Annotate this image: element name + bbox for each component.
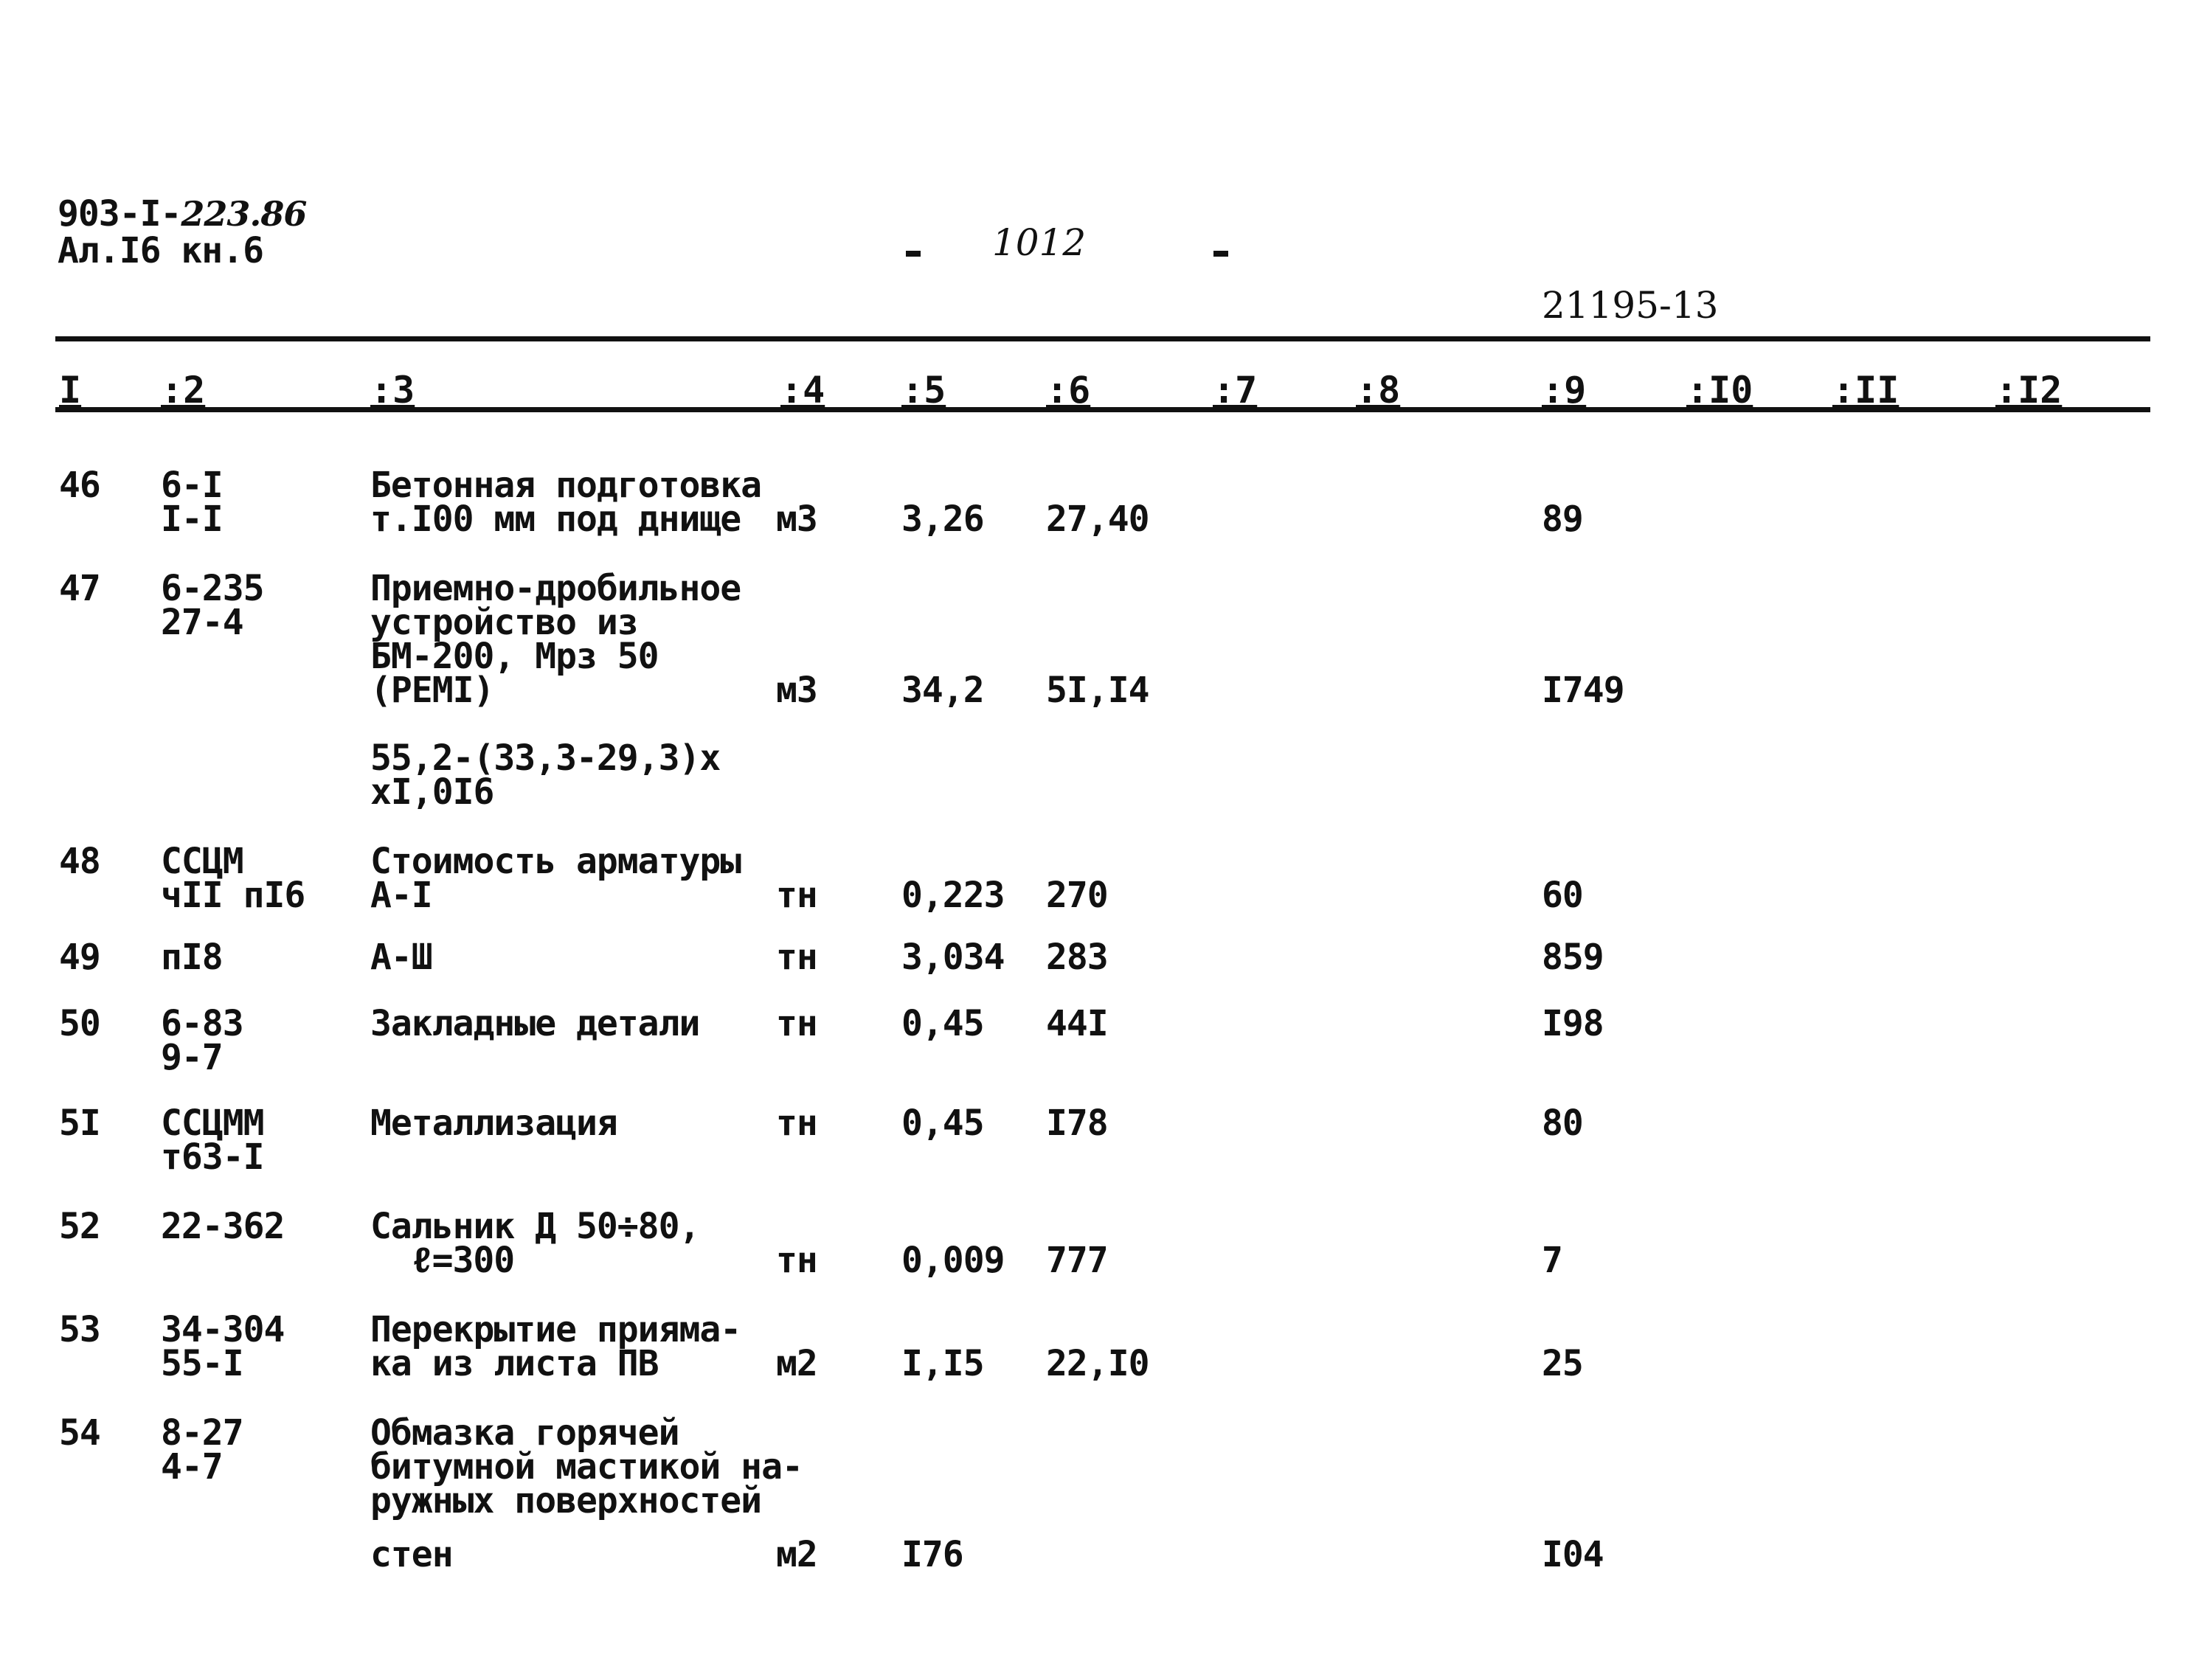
unit-of-measure: м3 [776, 499, 817, 540]
column-header-2: :2 [161, 369, 206, 412]
work-description: Приемно-дробильное устройство из БМ-200, Мрз 50 (РЕМI) [370, 568, 741, 711]
column-header-11: :II [1832, 369, 1900, 412]
work-description: 55,2-(33,3-29,3)х хI,0I6 [370, 737, 721, 813]
column-header-1: I [59, 369, 82, 412]
unit-of-measure: тн [776, 1240, 817, 1281]
unit-price: 283 [1046, 937, 1108, 978]
quantity: 0,45 [901, 1003, 984, 1044]
rate-code: 6-I I-I [161, 465, 223, 540]
column-header-6: :6 [1046, 369, 1091, 412]
work-description: Стоимость арматуры А-I [370, 841, 741, 916]
column-header-8: :8 [1356, 369, 1401, 412]
unit-price: 22,I0 [1046, 1343, 1149, 1384]
document-code-printed: 903-I- [58, 193, 181, 235]
unit-of-measure: м2 [776, 1534, 817, 1575]
total-cost: 80 [1542, 1103, 1583, 1144]
row-number: 5I [59, 1103, 100, 1144]
column-header-3: :3 [370, 369, 415, 412]
total-cost: 859 [1542, 937, 1604, 978]
column-header-10: :I0 [1686, 369, 1753, 412]
work-description: Обмазка горячей битумной мастикой на- ружных поверхностей [370, 1412, 803, 1521]
work-description: Металлизация [370, 1103, 617, 1144]
row-number: 47 [59, 568, 100, 609]
unit-of-measure: тн [776, 875, 817, 916]
quantity: I,I5 [901, 1343, 984, 1384]
unit-of-measure: тн [776, 1103, 817, 1144]
column-header-4: :4 [780, 369, 825, 412]
rate-code: 34-304 55-I [161, 1309, 285, 1384]
page-number-dash-right [1213, 251, 1228, 257]
rate-code: ССЦММ т63-I [161, 1103, 264, 1178]
column-header-5: :5 [901, 369, 946, 412]
table-top-rule [55, 336, 2150, 341]
work-description: Сальник Д 50÷80, ℓ=300 [370, 1206, 700, 1281]
total-cost: 89 [1542, 499, 1583, 540]
work-description: Закладные детали [370, 1003, 700, 1044]
row-number: 50 [59, 1003, 100, 1044]
total-cost: 60 [1542, 875, 1583, 916]
work-description: А-Ш [370, 937, 432, 978]
rate-code: 6-83 9-7 [161, 1003, 243, 1078]
rate-code: пI8 [161, 937, 223, 978]
row-number: 48 [59, 841, 100, 882]
page-number: 1012 [992, 221, 1087, 264]
quantity: I76 [901, 1534, 963, 1575]
column-header-7: :7 [1213, 369, 1258, 412]
rate-code: 6-235 27-4 [161, 568, 264, 643]
unit-of-measure: м3 [776, 670, 817, 711]
row-number: 52 [59, 1206, 100, 1247]
work-description: Бетонная подготовка т.I00 мм под днище [370, 465, 762, 540]
quantity: 34,2 [901, 670, 984, 711]
row-number: 53 [59, 1309, 100, 1350]
unit-price: 777 [1046, 1240, 1108, 1281]
album-book-label: Ал.I6 кн.6 [58, 230, 263, 271]
unit-price: I78 [1046, 1103, 1108, 1144]
quantity: 3,26 [901, 499, 984, 540]
unit-price: 5I,I4 [1046, 670, 1149, 711]
quantity: 3,034 [901, 937, 1005, 978]
unit-of-measure: тн [776, 937, 817, 978]
work-description: Перекрытие прияма- ка из листа ПВ [370, 1309, 741, 1384]
total-cost: 25 [1542, 1343, 1583, 1384]
sheet-code: 21195-13 [1542, 284, 1719, 327]
row-number: 46 [59, 465, 100, 506]
unit-of-measure: тн [776, 1003, 817, 1044]
total-cost: I04 [1542, 1534, 1604, 1575]
total-cost: 7 [1542, 1240, 1562, 1281]
quantity: 0,223 [901, 875, 1005, 916]
quantity: 0,45 [901, 1103, 984, 1144]
page-number-dash-left [906, 251, 921, 257]
unit-price: 44I [1046, 1003, 1108, 1044]
work-description: стен [370, 1534, 453, 1575]
total-cost: I98 [1542, 1003, 1604, 1044]
rate-code: ССЦМ чII пI6 [161, 841, 305, 916]
unit-price: 27,40 [1046, 499, 1149, 540]
unit-price: 270 [1046, 875, 1108, 916]
document-code-handwritten: 223.86 [181, 194, 307, 234]
column-header-12: :I2 [1995, 369, 2063, 412]
document-code [58, 193, 306, 235]
row-number: 49 [59, 937, 100, 978]
row-number: 54 [59, 1412, 100, 1454]
quantity: 0,009 [901, 1240, 1005, 1281]
rate-code: 8-27 4-7 [161, 1412, 243, 1488]
total-cost: I749 [1542, 670, 1624, 711]
rate-code: 22-362 [161, 1206, 285, 1247]
column-header-9: :9 [1542, 369, 1587, 412]
unit-of-measure: м2 [776, 1343, 817, 1384]
